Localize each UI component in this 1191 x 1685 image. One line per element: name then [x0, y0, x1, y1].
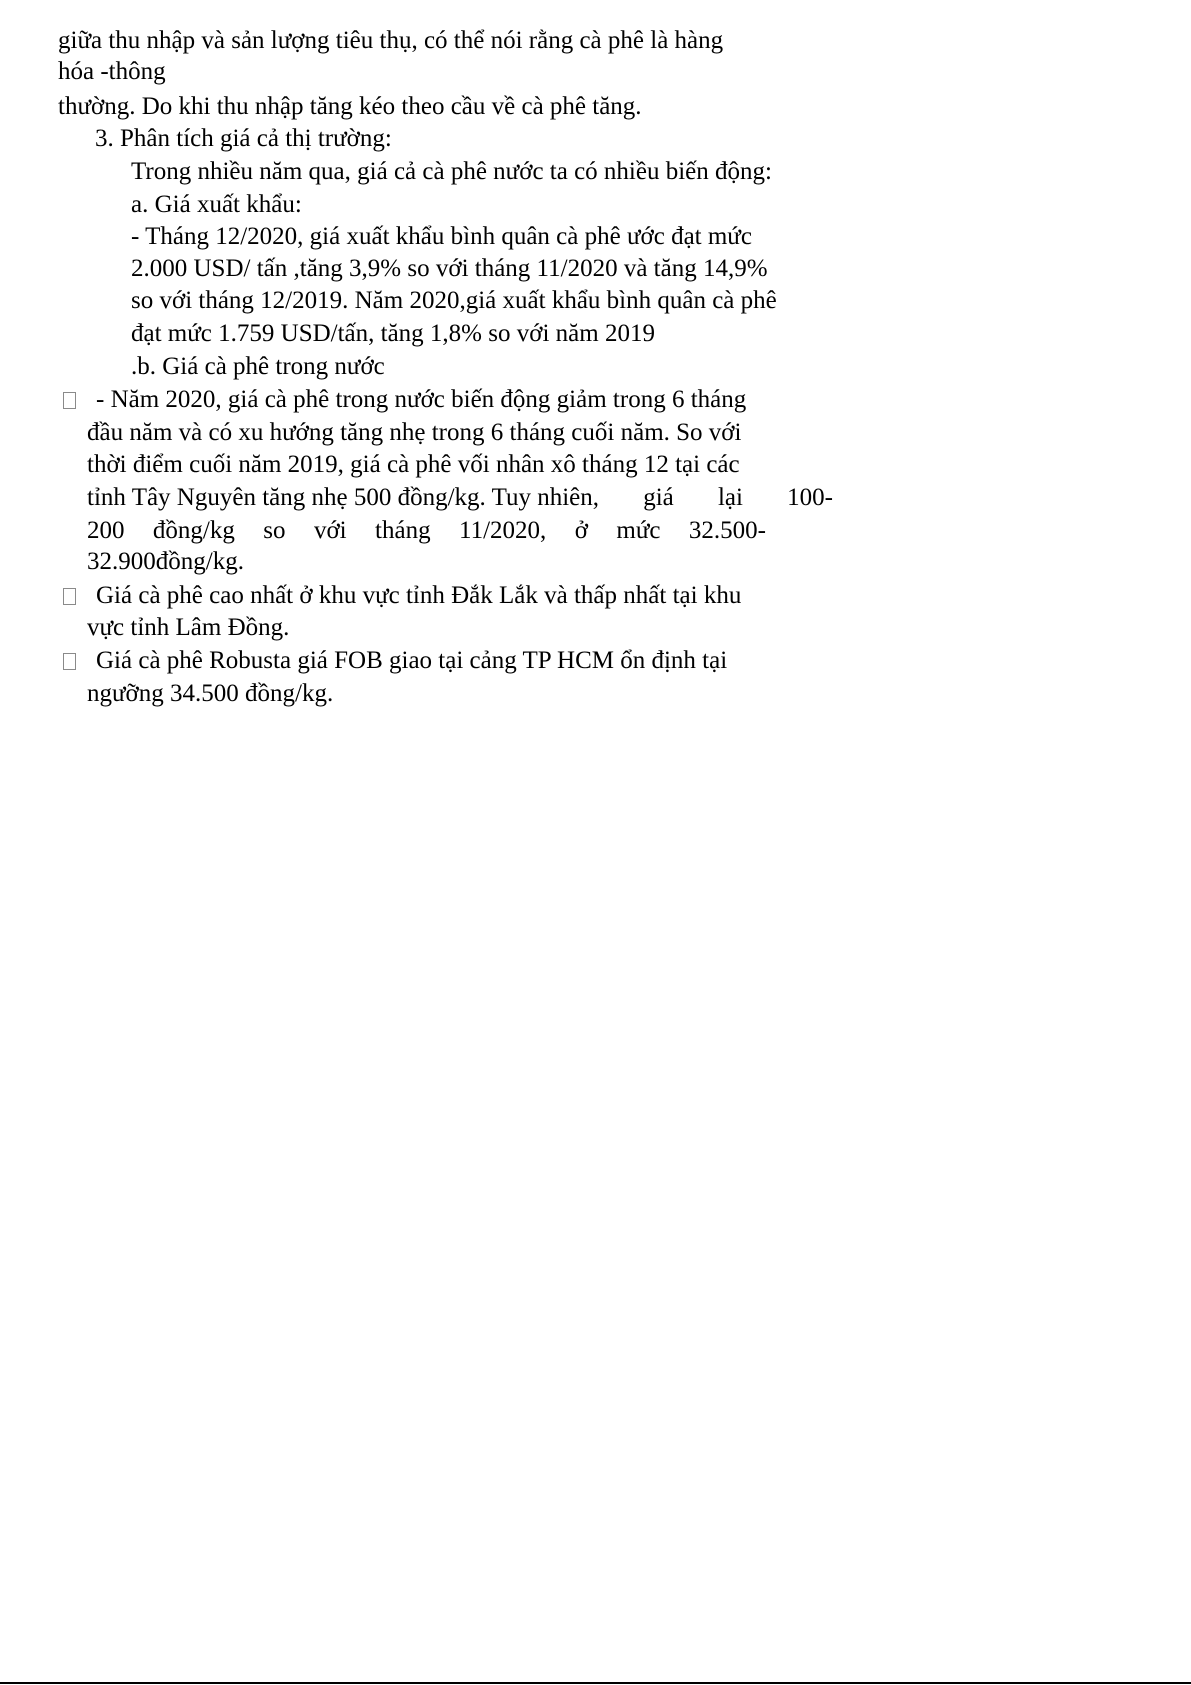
bullet1-line-5-word: 32.500-	[688, 517, 766, 544]
bullet1-line-5-word: mức	[616, 517, 661, 544]
bullet1-line-5-word: so	[263, 517, 286, 544]
bullet2-line-1: Giá cà phê cao nhất ở khu vực tỉnh Đắk Lắk và thấp nhất tại khu	[96, 582, 742, 609]
intro-line-2: hóa -thông	[58, 58, 166, 85]
bullet1-line-4-word: 100-	[787, 484, 833, 511]
bullet1-line-4-word: lại	[717, 484, 743, 511]
export-line-4: đạt mức 1.759 USD/tấn, tăng 1,8% so với năm 2019	[131, 320, 655, 347]
bullet1-line-3: thời điểm cuối năm 2019, giá cà phê vối nhân xô tháng 12 tại các	[87, 451, 740, 478]
bullet1-line-5-word: 11/2020,	[459, 517, 547, 544]
bullet1-line-1: - Năm 2020, giá cà phê trong nước biến động giảm trong 6 tháng	[96, 386, 747, 413]
page-bottom-rule	[0, 1682, 1191, 1684]
section-heading: 3. Phân tích giá cả thị trường:	[95, 125, 392, 152]
bullet1-line-5-word: ở	[574, 517, 588, 544]
bullet3-line-2: ngưỡng 34.500 đồng/kg.	[87, 680, 334, 707]
bullet2-line-2: vực tỉnh Lâm Đồng.	[87, 614, 290, 641]
export-line-3: so với tháng 12/2019. Năm 2020,giá xuất khẩu bình quân cà phê	[131, 287, 777, 314]
bullet1-line-5-word: với	[313, 517, 347, 544]
checkbox-glyph-icon	[63, 588, 76, 605]
bullet1-line-4-word: giá	[643, 484, 674, 511]
bullet1-line-4-word: tỉnh Tây Nguyên tăng nhẹ 500 đồng/kg. Tuy nhiên,	[87, 484, 600, 511]
bullet3-line-1: Giá cà phê Robusta giá FOB giao tại cảng TP HCM ổn định tại	[96, 647, 728, 674]
bullet1-line-2: đầu năm và có xu hướng tăng nhẹ trong 6 tháng cuối năm. So với	[87, 419, 742, 446]
bullet1-line-6: 32.900đồng/kg.	[87, 548, 244, 575]
bullet1-line-4	[87, 483, 833, 513]
bullet1-line-5	[87, 516, 766, 546]
intro-line-3: thường. Do khi thu nhập tăng kéo theo cầu về cà phê tăng.	[58, 93, 642, 120]
export-heading: a. Giá xuất khẩu:	[131, 191, 302, 218]
bullet1-line-5-word: tháng	[375, 517, 431, 544]
checkbox-glyph-icon	[63, 392, 76, 409]
intro-line-1: giữa thu nhập và sản lượng tiêu thụ, có thể nói rằng cà phê là hàng	[58, 27, 724, 54]
export-line-2: 2.000 USD/ tấn ,tăng 3,9% so với tháng 11/2020 và tăng 14,9%	[131, 255, 768, 282]
bullet1-line-5-word: 200	[87, 517, 125, 544]
export-line-1: - Tháng 12/2020, giá xuất khẩu bình quân cà phê ước đạt mức	[131, 223, 752, 250]
domestic-heading: .b. Giá cà phê trong nước	[131, 353, 385, 380]
checkbox-glyph-icon	[63, 653, 76, 670]
bullet1-line-5-word: đồng/kg	[152, 517, 235, 544]
section-intro: Trong nhiều năm qua, giá cả cà phê nước ta có nhiều biến động:	[131, 158, 772, 185]
